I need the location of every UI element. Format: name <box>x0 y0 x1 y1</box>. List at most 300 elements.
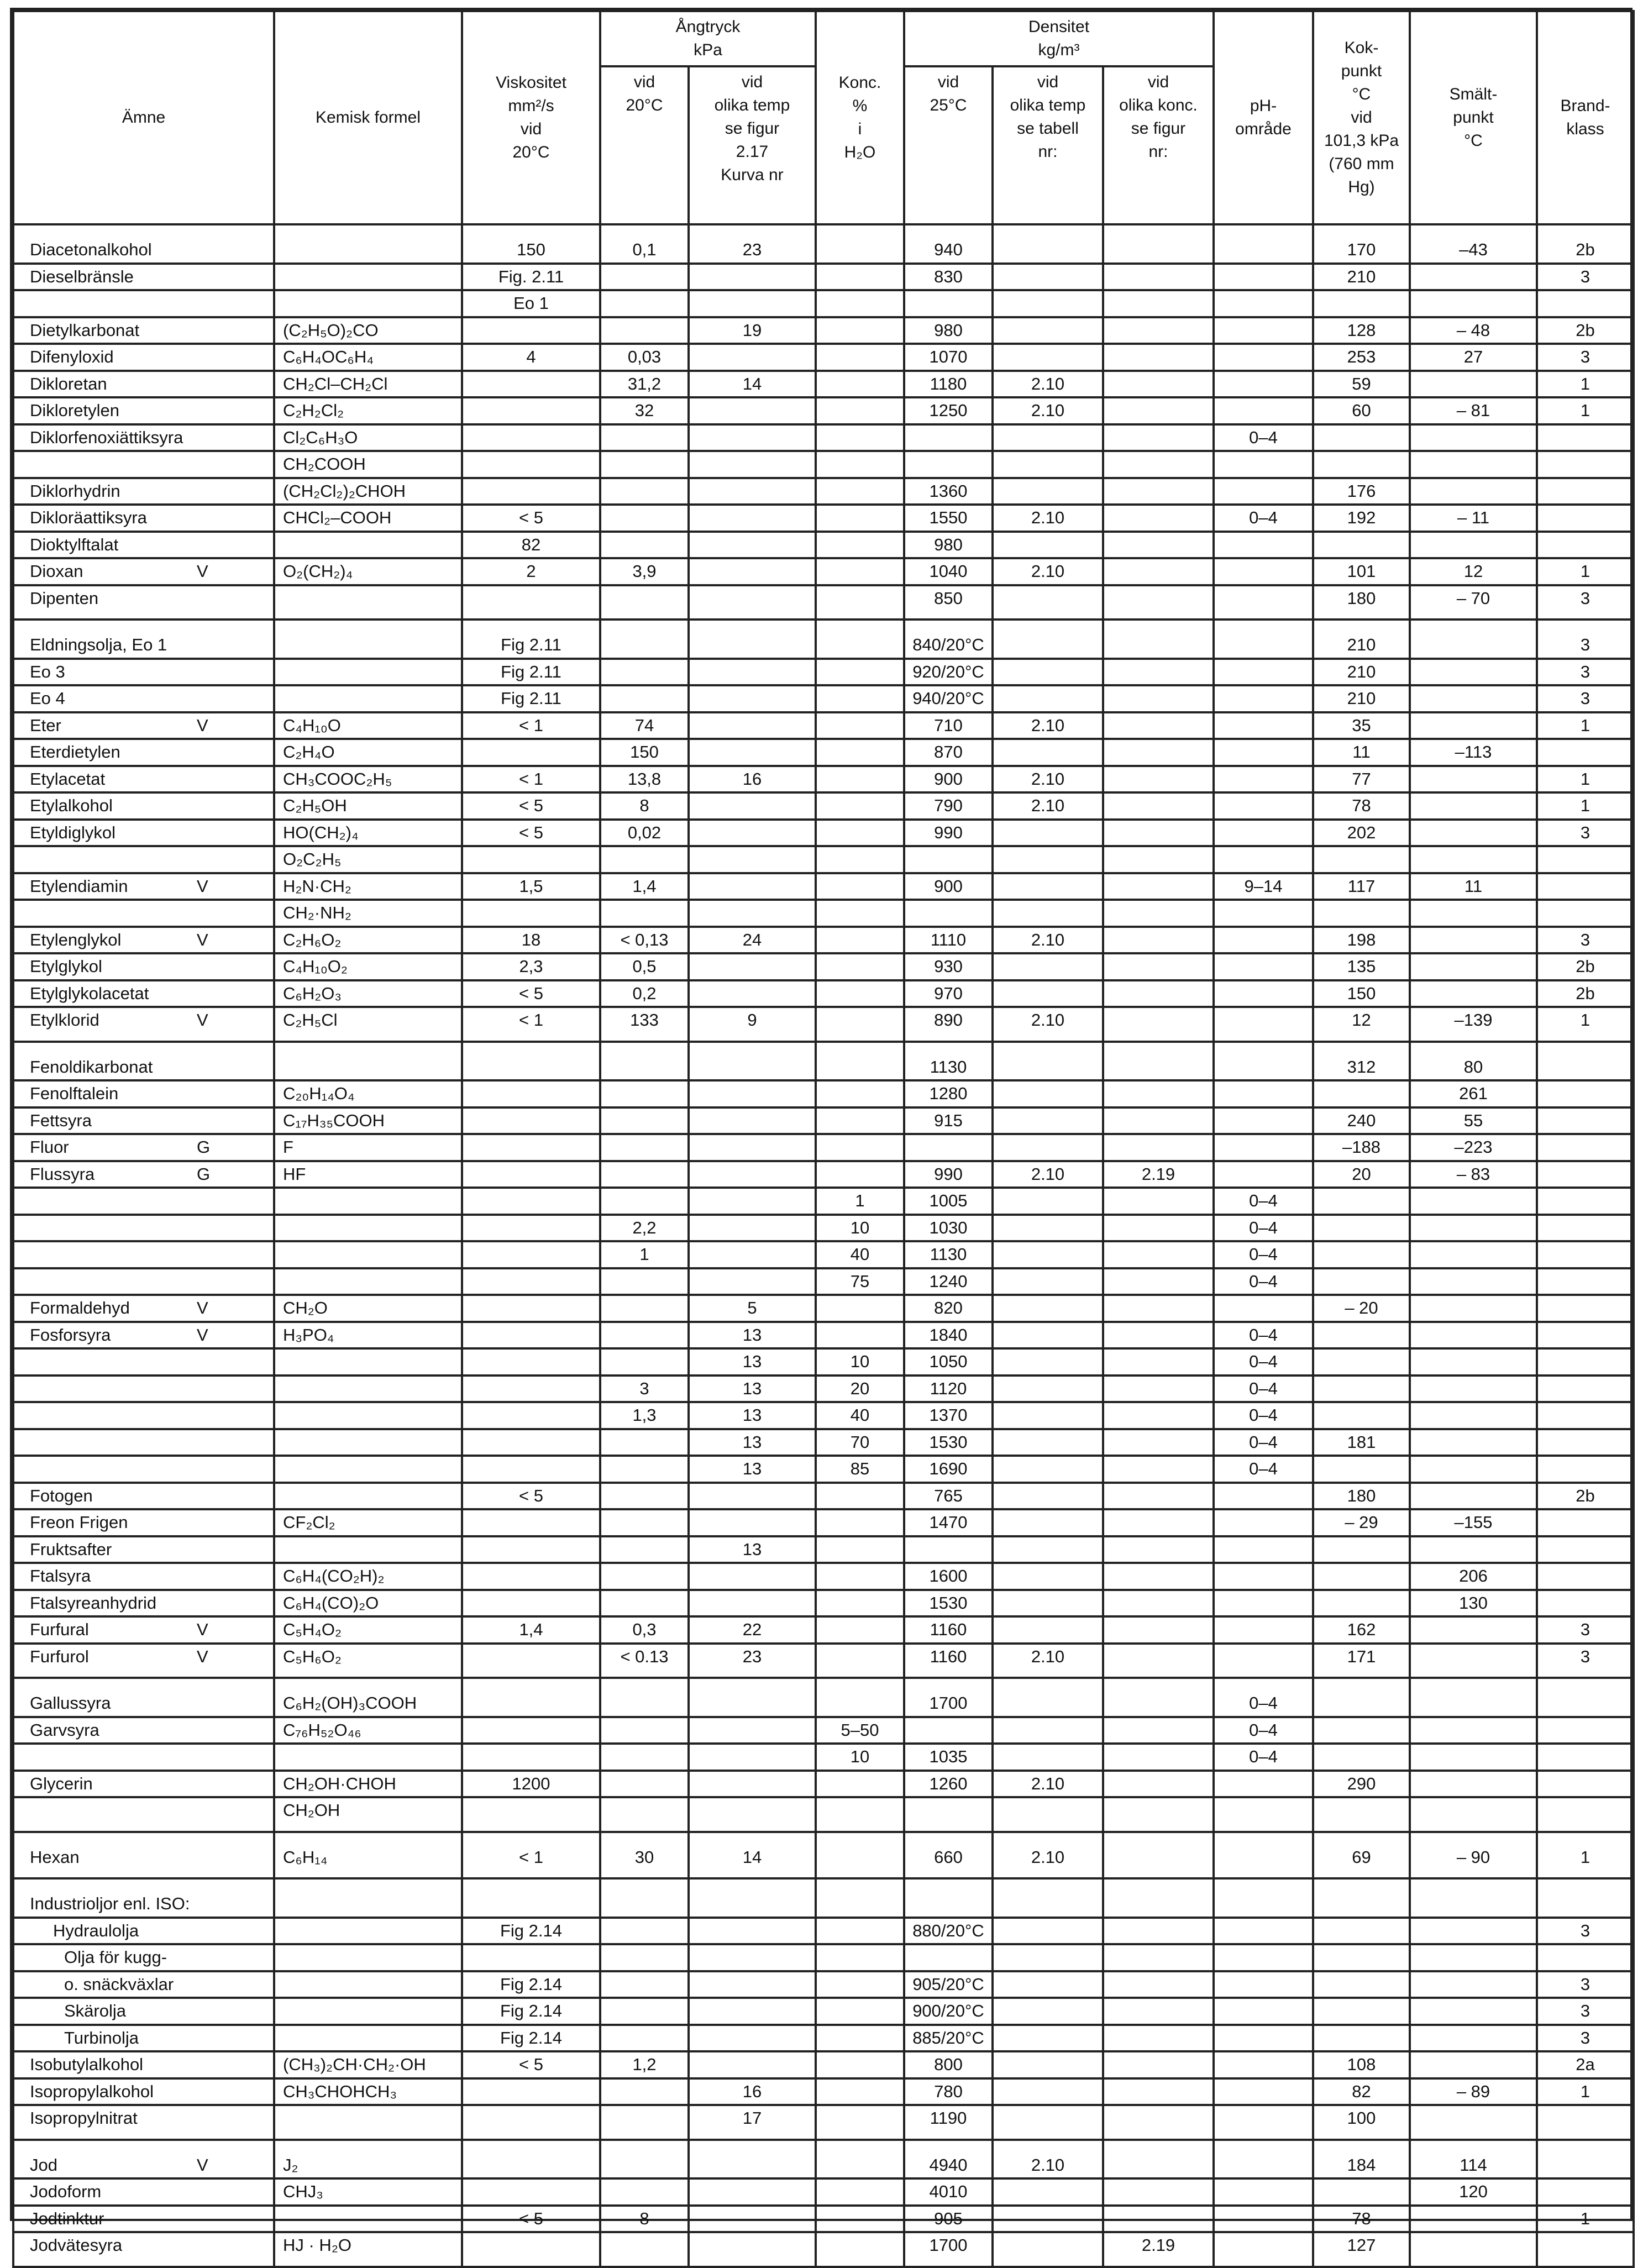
cell-ang-olika <box>689 900 816 927</box>
cell-den-temp <box>993 264 1103 291</box>
cell-den-25: 915 <box>904 1107 993 1135</box>
cell-formula <box>274 2025 462 2052</box>
cell-ang-olika: 13 <box>689 1402 816 1429</box>
cell-formula <box>274 264 462 291</box>
cell-ang-20 <box>600 1348 689 1376</box>
substance-name: Eterdietylen <box>30 742 120 762</box>
cell-den-25: 780 <box>904 2078 993 2106</box>
cell-ang-olika <box>689 1717 816 1744</box>
cell-viskositet <box>462 1134 600 1161</box>
cell-den-temp <box>993 1590 1103 1617</box>
cell-kokpunkt <box>1313 1563 1410 1590</box>
cell-formula: CH₃CHOHCH₃ <box>274 2078 462 2106</box>
cell-ang-olika: 17 <box>689 2105 816 2140</box>
cell-viskositet <box>462 424 600 452</box>
cell-brandklass: 2b <box>1537 953 1634 980</box>
cell-ph <box>1214 1771 1313 1798</box>
cell-ph <box>1214 264 1313 291</box>
cell-kokpunkt: 180 <box>1313 585 1410 620</box>
cell-brandklass <box>1537 739 1634 766</box>
cell-den-temp: 2.10 <box>993 1161 1103 1188</box>
cell-ph <box>1214 1295 1313 1322</box>
cell-den-temp <box>993 1241 1103 1268</box>
cell-formula: F <box>274 1134 462 1161</box>
cell-den-temp <box>993 1678 1103 1717</box>
cell-ph <box>1214 846 1313 873</box>
cell-amne <box>13 1832 274 1879</box>
cell-kokpunkt: 192 <box>1313 505 1410 532</box>
cell-smaltpunkt <box>1410 1536 1537 1563</box>
cell-brandklass <box>1537 900 1634 927</box>
cell-den-25: 905/20°C <box>904 1971 993 1998</box>
cell-smaltpunkt <box>1410 1188 1537 1215</box>
substance-name: Difenyloxid <box>30 347 114 366</box>
cell-ang-20 <box>600 1717 689 1744</box>
cell-amne <box>13 1616 274 1644</box>
cell-den-konc <box>1103 685 1214 712</box>
cell-ang-olika <box>689 397 816 424</box>
cell-smaltpunkt: –223 <box>1410 1134 1537 1161</box>
cell-brandklass <box>1537 478 1634 505</box>
cell-ph <box>1214 2232 1313 2267</box>
cell-brandklass <box>1537 1456 1634 1483</box>
cell-ph <box>1214 1563 1313 1590</box>
cell-formula: C₂₀H₁₄O₄ <box>274 1080 462 1107</box>
header-den-25: vid 25°C <box>904 66 993 224</box>
cell-konc: 75 <box>816 1268 904 1295</box>
cell-smaltpunkt <box>1410 1348 1537 1376</box>
cell-ph: 0–4 <box>1214 1744 1313 1771</box>
cell-brandklass: 1 <box>1537 371 1634 398</box>
cell-viskositet: Fig 2.14 <box>462 2025 600 2052</box>
cell-den-25 <box>904 451 993 478</box>
cell-konc <box>816 532 904 559</box>
cell-den-25: 885/20°C <box>904 2025 993 2052</box>
cell-viskositet <box>462 1402 600 1429</box>
cell-amne <box>13 1771 274 1798</box>
cell-den-25: 1130 <box>904 1042 993 1081</box>
cell-smaltpunkt: 130 <box>1410 1590 1537 1617</box>
cell-amne <box>13 659 274 686</box>
cell-konc <box>816 659 904 686</box>
cell-kokpunkt: 117 <box>1313 873 1410 900</box>
cell-ph: 9–14 <box>1214 873 1313 900</box>
cell-konc <box>816 451 904 478</box>
cell-konc: 20 <box>816 1376 904 1403</box>
cell-den-konc <box>1103 2206 1214 2233</box>
cell-ang-20 <box>600 1107 689 1135</box>
cell-den-25: 1160 <box>904 1644 993 1678</box>
table-row <box>13 344 1634 371</box>
cell-den-25: 980 <box>904 532 993 559</box>
cell-amne <box>13 766 274 793</box>
cell-den-25: 1690 <box>904 1456 993 1483</box>
cell-smaltpunkt <box>1410 766 1537 793</box>
cell-ang-20 <box>600 1998 689 2025</box>
cell-konc <box>816 739 904 766</box>
cell-formula: HO(CH₂)₄ <box>274 820 462 847</box>
cell-smaltpunkt <box>1410 1429 1537 1456</box>
cell-den-konc <box>1103 792 1214 820</box>
table-row <box>13 2105 1634 2140</box>
cell-viskositet: < 1 <box>462 766 600 793</box>
cell-ph <box>1214 927 1313 954</box>
cell-konc <box>816 1971 904 1998</box>
cell-brandklass: 3 <box>1537 344 1634 371</box>
cell-den-temp: 2.10 <box>993 712 1103 739</box>
cell-den-25: 820 <box>904 1295 993 1322</box>
cell-amne <box>13 532 274 559</box>
cell-viskositet <box>462 1107 600 1135</box>
cell-ang-olika <box>689 1080 816 1107</box>
cell-formula: HF <box>274 1161 462 1188</box>
cell-konc: 70 <box>816 1429 904 1456</box>
hazard-tag: V <box>197 1646 208 1666</box>
substance-name: Isopropylalkohol <box>30 2081 154 2101</box>
cell-den-temp <box>993 1268 1103 1295</box>
cell-kokpunkt: 127 <box>1313 2232 1410 2267</box>
cell-smaltpunkt <box>1410 1616 1537 1644</box>
cell-den-temp <box>993 1215 1103 1242</box>
table-row <box>13 2178 1634 2206</box>
cell-formula: C₅H₆O₂ <box>274 1644 462 1678</box>
cell-viskositet: 150 <box>462 224 600 264</box>
cell-smaltpunkt <box>1410 1971 1537 1998</box>
cell-den-temp: 2.10 <box>993 1007 1103 1042</box>
cell-den-konc <box>1103 1042 1214 1081</box>
cell-ang-olika: 5 <box>689 1295 816 1322</box>
table-row <box>13 873 1634 900</box>
cell-konc <box>816 424 904 452</box>
cell-smaltpunkt <box>1410 2105 1537 2140</box>
cell-konc <box>816 1590 904 1617</box>
cell-brandklass: 3 <box>1537 685 1634 712</box>
substance-name: Olja för kugg- <box>64 1947 167 1967</box>
cell-formula <box>274 2105 462 2140</box>
cell-brandklass <box>1537 873 1634 900</box>
cell-ang-20 <box>600 1483 689 1510</box>
cell-ang-olika <box>689 1107 816 1135</box>
cell-den-konc <box>1103 397 1214 424</box>
header-brandklass: Brand- klass <box>1537 11 1634 224</box>
cell-ang-20 <box>600 2140 689 2179</box>
cell-brandklass <box>1537 1322 1634 1349</box>
cell-kokpunkt: 176 <box>1313 478 1410 505</box>
cell-konc <box>816 846 904 873</box>
substance-name: Ftalsyra <box>30 1566 91 1586</box>
substance-name: Furfurol <box>30 1646 89 1666</box>
cell-den-temp <box>993 1616 1103 1644</box>
cell-ph <box>1214 290 1313 317</box>
substance-name: Etylacetat <box>30 769 106 789</box>
cell-smaltpunkt <box>1410 1322 1537 1349</box>
cell-konc <box>816 792 904 820</box>
cell-den-25: 880/20°C <box>904 1918 993 1945</box>
cell-konc <box>816 2078 904 2106</box>
cell-ang-20: 13,8 <box>600 766 689 793</box>
cell-brandklass <box>1537 505 1634 532</box>
cell-smaltpunkt: 11 <box>1410 873 1537 900</box>
cell-ph: 0–4 <box>1214 1678 1313 1717</box>
cell-formula <box>274 1376 462 1403</box>
header-ang-20: vid 20°C <box>600 66 689 224</box>
table-row <box>13 620 1634 659</box>
table-row <box>13 1456 1634 1483</box>
cell-kokpunkt: 210 <box>1313 264 1410 291</box>
cell-konc: 40 <box>816 1402 904 1429</box>
cell-ph <box>1214 1590 1313 1617</box>
cell-den-konc <box>1103 1134 1214 1161</box>
table-row <box>13 505 1634 532</box>
cell-brandklass <box>1537 1878 1634 1918</box>
cell-viskositet: < 5 <box>462 2206 600 2233</box>
cell-ph: 0–4 <box>1214 1241 1313 1268</box>
cell-smaltpunkt <box>1410 2232 1537 2267</box>
table-row <box>13 1402 1634 1429</box>
cell-den-konc <box>1103 344 1214 371</box>
cell-den-temp <box>993 1944 1103 1971</box>
cell-den-konc <box>1103 1429 1214 1456</box>
cell-ang-20 <box>600 1295 689 1322</box>
cell-den-25: 1240 <box>904 1268 993 1295</box>
cell-amne <box>13 290 274 317</box>
cell-formula: O₂(CH₂)₄ <box>274 558 462 585</box>
cell-kokpunkt: 78 <box>1313 2206 1410 2233</box>
cell-amne <box>13 1080 274 1107</box>
cell-konc: 10 <box>816 1348 904 1376</box>
cell-formula: C₆H₄OC₆H₄ <box>274 344 462 371</box>
cell-konc <box>816 478 904 505</box>
table-row <box>13 980 1634 1007</box>
cell-ang-20: 1,2 <box>600 2051 689 2078</box>
cell-den-konc <box>1103 1456 1214 1483</box>
cell-formula <box>274 1188 462 1215</box>
cell-den-konc <box>1103 451 1214 478</box>
cell-den-25: 1120 <box>904 1376 993 1403</box>
cell-viskositet <box>462 1717 600 1744</box>
cell-brandklass: 3 <box>1537 264 1634 291</box>
table-section <box>13 1878 1634 2140</box>
table-row <box>13 1797 1634 1832</box>
header-densitet: Densitet kg/m³ <box>904 11 1214 66</box>
cell-brandklass <box>1537 1717 1634 1744</box>
substance-name: Isobutylalkohol <box>30 2055 144 2074</box>
cell-brandklass <box>1537 1042 1634 1081</box>
cell-ang-olika <box>689 290 816 317</box>
cell-smaltpunkt: 12 <box>1410 558 1537 585</box>
cell-ang-20 <box>600 1744 689 1771</box>
cell-formula: C₂H₅Cl <box>274 1007 462 1042</box>
cell-konc <box>816 1832 904 1879</box>
cell-den-25: 1030 <box>904 1215 993 1242</box>
cell-ang-olika <box>689 532 816 559</box>
cell-den-25 <box>904 1536 993 1563</box>
cell-viskositet <box>462 317 600 344</box>
cell-den-temp: 2.10 <box>993 397 1103 424</box>
cell-smaltpunkt: – 90 <box>1410 1832 1537 1879</box>
cell-viskositet <box>462 1590 600 1617</box>
cell-ph: 0–4 <box>1214 1456 1313 1483</box>
cell-konc <box>816 397 904 424</box>
hazard-tag: V <box>197 1010 208 1030</box>
cell-ang-olika <box>689 2051 816 2078</box>
cell-konc: 1 <box>816 1188 904 1215</box>
cell-ph <box>1214 2105 1313 2140</box>
cell-smaltpunkt: 261 <box>1410 1080 1537 1107</box>
cell-ang-20 <box>600 2232 689 2267</box>
table-row <box>13 1771 1634 1798</box>
cell-amne <box>13 1007 274 1042</box>
cell-ang-olika: 13 <box>689 1456 816 1483</box>
cell-ang-olika: 16 <box>689 2078 816 2106</box>
table-row <box>13 2078 1634 2106</box>
cell-den-konc <box>1103 1717 1214 1744</box>
cell-ang-olika: 9 <box>689 1007 816 1042</box>
substance-name: Furfural <box>30 1620 89 1639</box>
cell-ang-20 <box>600 1797 689 1832</box>
cell-ph: 0–4 <box>1214 1376 1313 1403</box>
cell-amne <box>13 1797 274 1832</box>
table-row <box>13 1998 1634 2025</box>
substance-name: Garvsyra <box>30 1720 99 1740</box>
cell-viskositet: < 5 <box>462 820 600 847</box>
cell-brandklass <box>1537 1402 1634 1429</box>
cell-den-temp: 2.10 <box>993 927 1103 954</box>
cell-smaltpunkt <box>1410 1744 1537 1771</box>
cell-viskositet <box>462 1161 600 1188</box>
cell-brandklass <box>1537 1536 1634 1563</box>
cell-kokpunkt: 135 <box>1313 953 1410 980</box>
substance-name: Dieselbränsle <box>30 266 134 286</box>
substance-name: Skärolja <box>64 2001 126 2020</box>
cell-brandklass <box>1537 451 1634 478</box>
cell-den-konc <box>1103 659 1214 686</box>
cell-ang-olika: 16 <box>689 766 816 793</box>
table-row <box>13 1348 1634 1376</box>
cell-ph <box>1214 478 1313 505</box>
cell-smaltpunkt: – 70 <box>1410 585 1537 620</box>
cell-ph <box>1214 1134 1313 1161</box>
properties-table <box>12 10 1635 2268</box>
cell-ang-20 <box>600 1918 689 1945</box>
cell-smaltpunkt: 114 <box>1410 2140 1537 2179</box>
substance-name: Flussyra <box>30 1164 95 1184</box>
cell-smaltpunkt <box>1410 2025 1537 2052</box>
cell-ang-20 <box>600 264 689 291</box>
table-row <box>13 1134 1634 1161</box>
cell-formula <box>274 1042 462 1081</box>
cell-den-temp <box>993 1376 1103 1403</box>
cell-amne <box>13 1971 274 1998</box>
cell-kokpunkt: 69 <box>1313 1832 1410 1879</box>
cell-amne <box>13 1563 274 1590</box>
cell-den-temp <box>993 317 1103 344</box>
cell-den-25: 790 <box>904 792 993 820</box>
cell-den-konc <box>1103 1107 1214 1135</box>
cell-den-25: 1180 <box>904 371 993 398</box>
cell-formula <box>274 685 462 712</box>
cell-kokpunkt: 198 <box>1313 927 1410 954</box>
cell-ph: 0–4 <box>1214 1215 1313 1242</box>
cell-viskositet: 2 <box>462 558 600 585</box>
cell-konc <box>816 1107 904 1135</box>
cell-smaltpunkt <box>1410 927 1537 954</box>
substance-name: Hexan <box>30 1847 80 1867</box>
cell-den-konc <box>1103 2105 1214 2140</box>
cell-den-25: 1110 <box>904 927 993 954</box>
cell-den-temp: 2.10 <box>993 1644 1103 1678</box>
table-row <box>13 1944 1634 1971</box>
cell-smaltpunkt <box>1410 1402 1537 1429</box>
cell-ph <box>1214 659 1313 686</box>
cell-konc <box>816 1797 904 1832</box>
cell-den-konc <box>1103 900 1214 927</box>
cell-formula: (CH₂Cl₂)₂CHOH <box>274 478 462 505</box>
cell-konc <box>816 264 904 291</box>
cell-brandklass <box>1537 1376 1634 1403</box>
cell-ph <box>1214 1042 1313 1081</box>
cell-ang-olika: 13 <box>689 1376 816 1403</box>
cell-amne <box>13 1509 274 1536</box>
cell-den-25: 1190 <box>904 2105 993 2140</box>
cell-den-konc <box>1103 1295 1214 1322</box>
cell-formula: CHJ₃ <box>274 2178 462 2206</box>
cell-konc <box>816 1080 904 1107</box>
cell-konc <box>816 1678 904 1717</box>
table-section <box>13 1042 1634 1678</box>
cell-formula <box>274 1744 462 1771</box>
table-row <box>13 1971 1634 1998</box>
cell-den-konc <box>1103 505 1214 532</box>
substance-name: Dipenten <box>30 588 99 608</box>
cell-den-temp <box>993 900 1103 927</box>
cell-ang-olika <box>689 659 816 686</box>
cell-den-konc <box>1103 224 1214 264</box>
cell-den-25: 4010 <box>904 2178 993 2206</box>
cell-ph <box>1214 1536 1313 1563</box>
table-section <box>13 1678 1634 1832</box>
substance-name: Gallussyra <box>30 1693 111 1713</box>
cell-konc <box>816 1007 904 1042</box>
cell-den-temp: 2.10 <box>993 1832 1103 1879</box>
cell-amne <box>13 1107 274 1135</box>
cell-ph <box>1214 585 1313 620</box>
cell-brandklass: 1 <box>1537 766 1634 793</box>
cell-amne <box>13 1215 274 1242</box>
cell-kokpunkt: 184 <box>1313 2140 1410 2179</box>
cell-konc <box>816 2025 904 2052</box>
substance-name: Ftalsyreanhydrid <box>30 1593 157 1613</box>
cell-den-25: 1260 <box>904 1771 993 1798</box>
substance-name: Etylalkohol <box>30 796 113 815</box>
cell-konc <box>816 2051 904 2078</box>
cell-smaltpunkt <box>1410 712 1537 739</box>
cell-kokpunkt <box>1313 451 1410 478</box>
cell-viskositet: 1,5 <box>462 873 600 900</box>
cell-viskositet <box>462 1797 600 1832</box>
cell-konc <box>816 685 904 712</box>
cell-kokpunkt <box>1313 1402 1410 1429</box>
cell-den-temp <box>993 1322 1103 1349</box>
cell-ang-olika <box>689 1268 816 1295</box>
cell-ang-20 <box>600 1268 689 1295</box>
cell-den-temp <box>993 846 1103 873</box>
header-ph: pH- område <box>1214 11 1313 224</box>
cell-ang-20 <box>600 2178 689 2206</box>
cell-smaltpunkt: – 11 <box>1410 505 1537 532</box>
cell-ang-20 <box>600 1456 689 1483</box>
cell-brandklass <box>1537 1797 1634 1832</box>
